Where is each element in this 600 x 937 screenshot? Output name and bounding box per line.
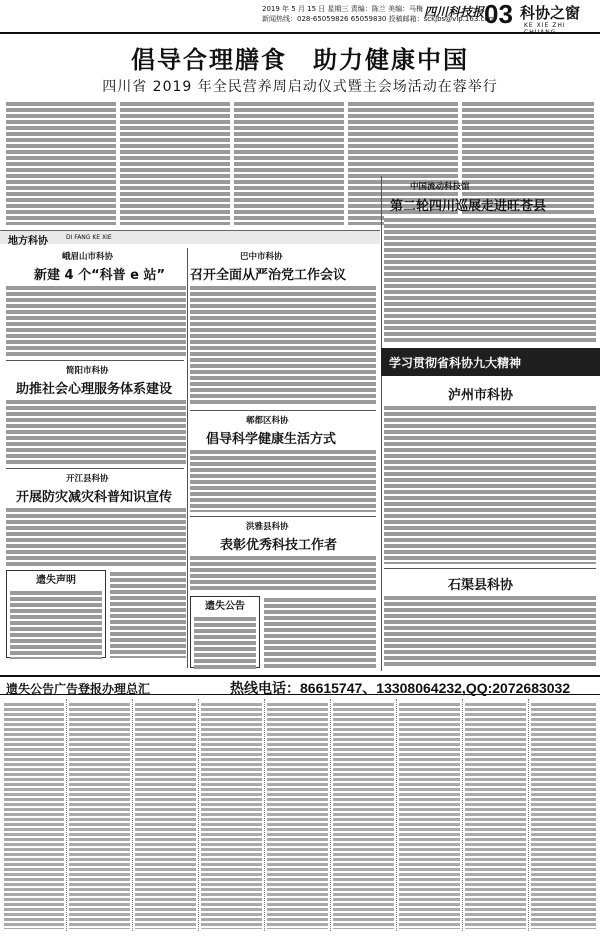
- story-body: [264, 596, 376, 668]
- story-title: 召开全面从严治党工作会议: [190, 268, 347, 283]
- newspaper-logo: 四川科技报: [424, 5, 485, 19]
- story-divider: [6, 468, 184, 469]
- column-divider: [381, 176, 382, 671]
- contact-line: 新闻热线：028-65059826 65059830 投稿邮箱：sckjbs@vip.163.com: [262, 15, 496, 23]
- band-title: 地方科协: [8, 236, 48, 247]
- story-title: 新建 4 个“科普 e 站”: [34, 268, 166, 283]
- story-title: 表彰优秀科技工作者: [220, 538, 338, 553]
- story-title: 倡导科学健康生活方式: [206, 432, 337, 447]
- feature-ribbon: 学习贯彻省科协九大精神: [381, 348, 600, 376]
- classified-column: [2, 699, 67, 931]
- story-body: [384, 216, 596, 344]
- story-body: [6, 398, 186, 464]
- story-section: 泸州市科协: [448, 388, 514, 403]
- notice-box: [190, 596, 260, 668]
- story-body: [110, 570, 186, 658]
- classified-column: [199, 699, 265, 931]
- notice-box: [6, 570, 106, 658]
- notice-title: 遗失公告: [205, 601, 245, 612]
- story-section: 开江县科协: [66, 474, 109, 484]
- lead-body-col-2: [120, 100, 230, 225]
- band-pinyin: DI FANG KE XIE: [66, 234, 112, 241]
- ad-bar-phone: 热线电话：86615747、13308064232,QQ:2072683032: [230, 680, 571, 696]
- story-section: 郫都区科协: [246, 416, 289, 426]
- story-title: 助推社会心理服务体系建设: [16, 382, 173, 397]
- story-divider: [190, 410, 376, 411]
- story-body: [6, 506, 186, 566]
- section-title: 科协之窗: [520, 4, 581, 22]
- column-divider: [187, 248, 188, 668]
- story-body: [190, 448, 376, 512]
- story-body: [384, 594, 596, 668]
- story-divider: [384, 568, 596, 569]
- lead-subheadline: 四川省 2019 年全民营养周启动仪式暨主会场活动在蓉举行: [102, 79, 498, 95]
- story-divider: [6, 360, 184, 361]
- story-section: 洪雅县科协: [246, 522, 289, 532]
- ad-bar-title: 遗失公告广告登报办理总汇: [6, 682, 151, 696]
- story-divider: [190, 516, 376, 517]
- story-body: [6, 284, 186, 356]
- story-body: [190, 554, 376, 590]
- lead-body-col-3: [234, 100, 344, 225]
- story-section: 巴中市科协: [240, 252, 283, 262]
- classified-column: [397, 699, 463, 931]
- classified-column: [463, 699, 529, 931]
- date-line: 2019 年 5 月 15 日 星期三 责编：陈兰 美编：马梅: [262, 5, 423, 13]
- section-band: [0, 230, 380, 247]
- classified-column: [133, 699, 199, 931]
- notice-title: 遗失声明: [36, 575, 76, 586]
- story-section: 简阳市科协: [66, 366, 109, 376]
- story-body: [190, 284, 376, 406]
- section-pinyin: KE XIE ZHI CHUANG: [524, 22, 566, 36]
- classified-column: [331, 699, 397, 931]
- story-title: 第二轮四川巡展走进旺苍县: [390, 199, 547, 214]
- story-title: 开展防灾减灾科普知识宣传: [16, 490, 173, 505]
- classified-column: [529, 699, 598, 931]
- classified-ad-bar: [0, 675, 600, 695]
- page-number: 03: [484, 0, 513, 29]
- story-section: 峨眉山市科协: [62, 252, 114, 262]
- lead-body-col-1: [6, 100, 116, 225]
- story-body: [384, 404, 596, 564]
- story-section: 石渠县科协: [448, 578, 514, 593]
- masthead: [0, 0, 600, 34]
- story-section: 中国流动科技馆: [410, 182, 470, 192]
- lead-headline: 倡导合理膳食 助力健康中国: [131, 46, 469, 74]
- classified-column: [265, 699, 331, 931]
- classified-column: [67, 699, 133, 931]
